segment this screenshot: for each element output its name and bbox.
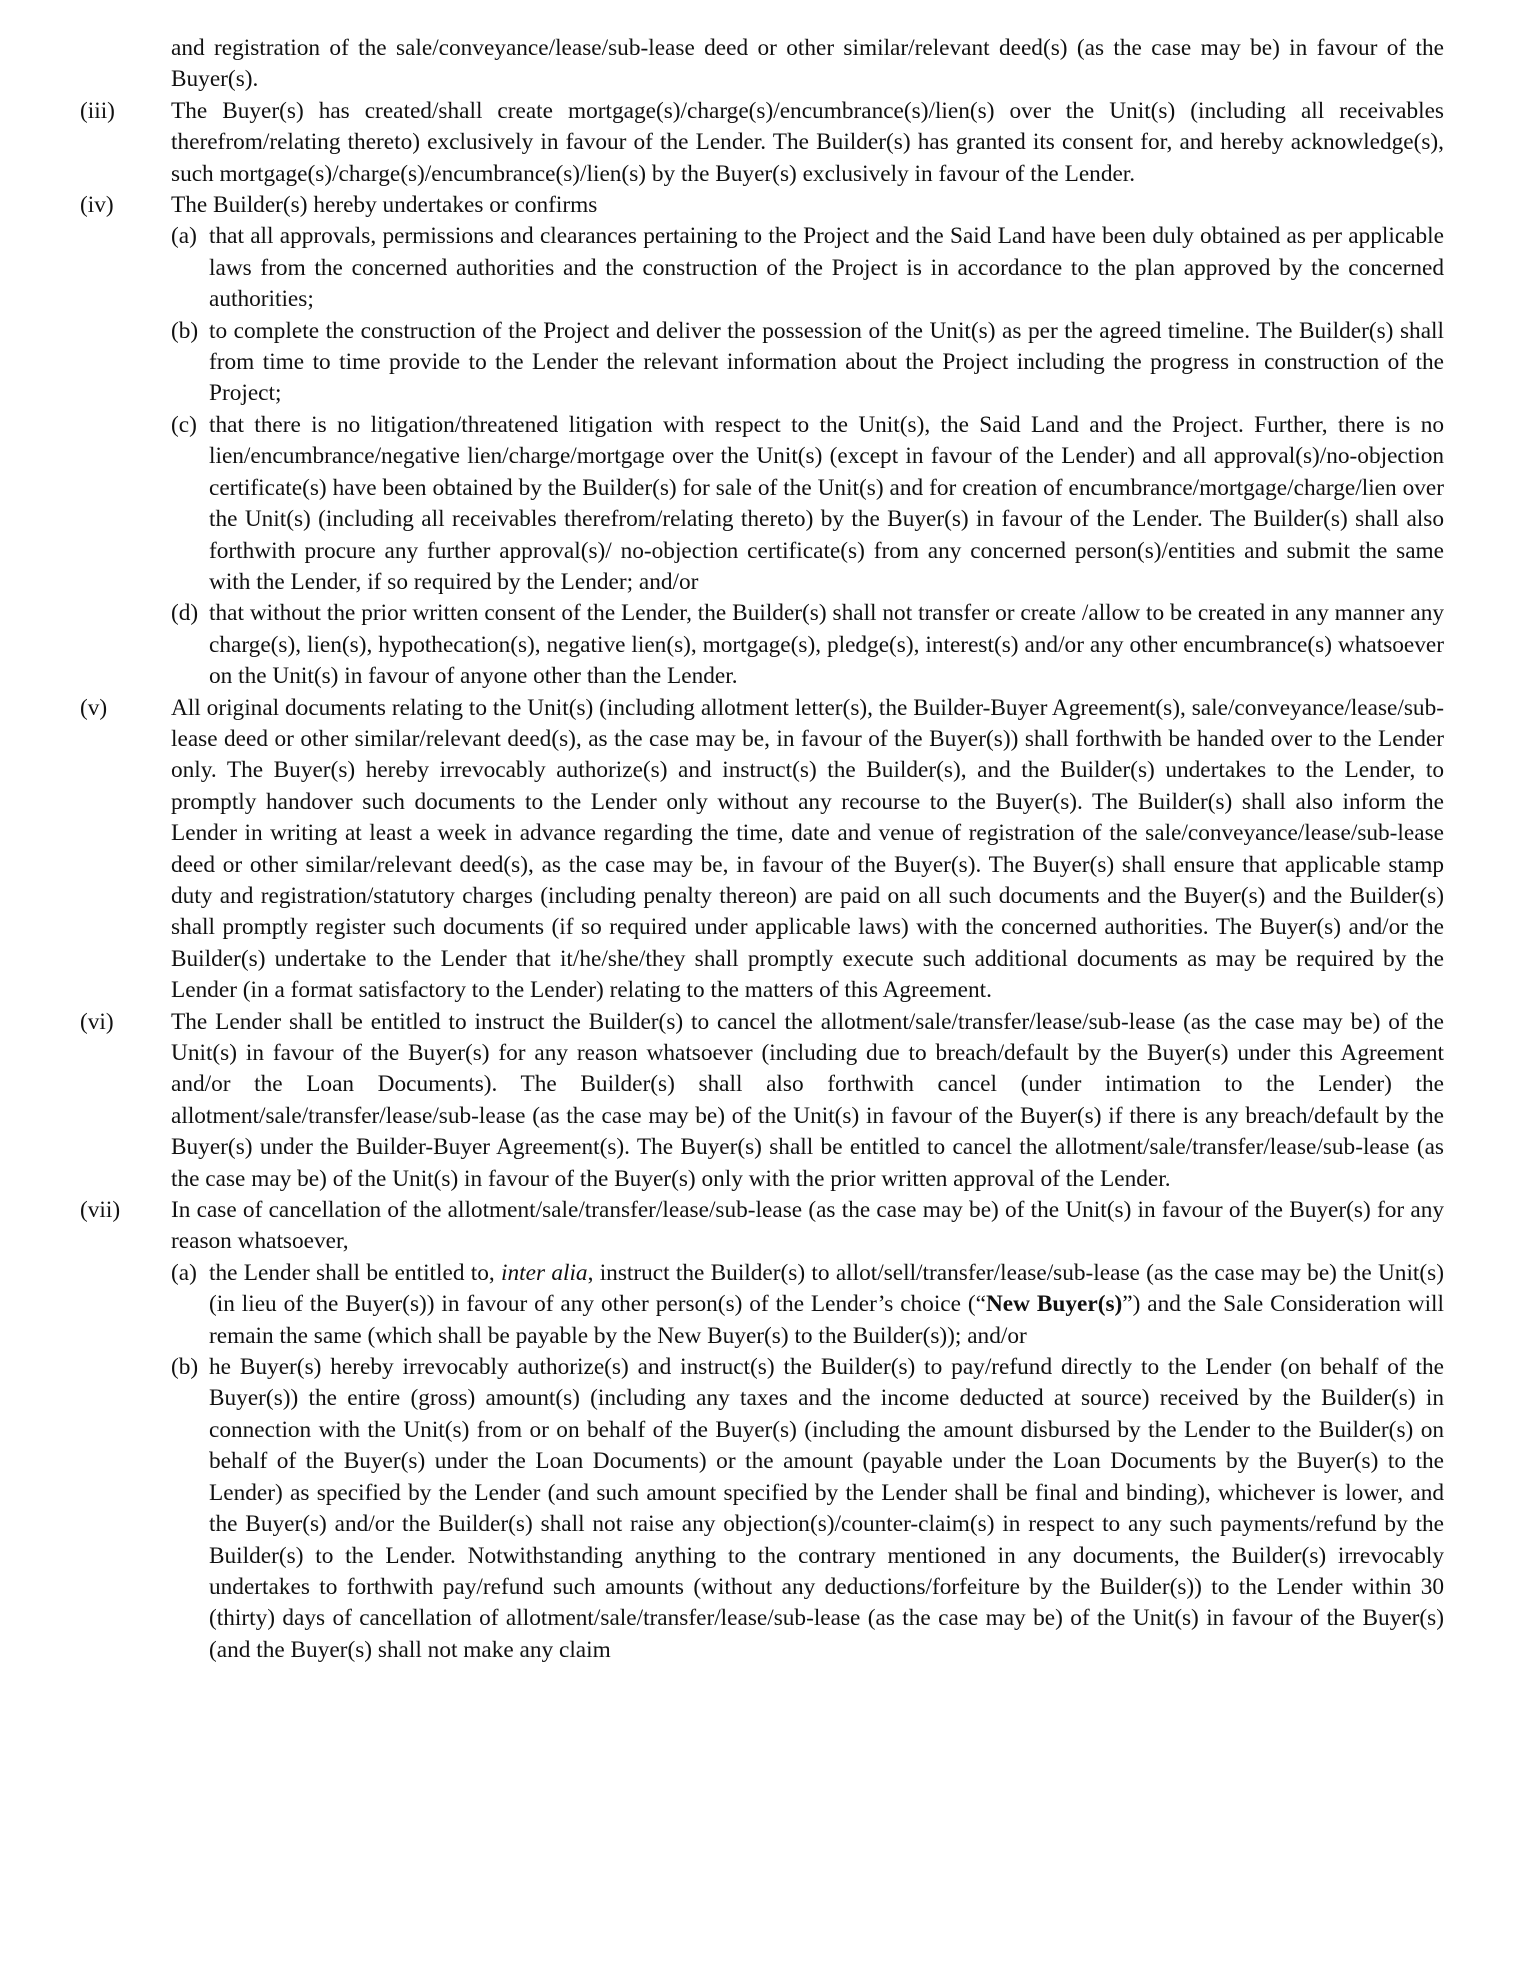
defined-term-new-buyer: New Buyer(s)	[985, 1291, 1123, 1318]
subclause-vii-b	[171, 1352, 1444, 1666]
clause-text: In case of cancellation of the allotment/sale/transfer/lease/sub-lease (as the case may be) of the Unit(s) in favour of the Buyer(s) for any reason whatsoever,	[171, 1197, 1444, 1255]
clause-iii	[80, 96, 1444, 190]
clause-text: The Lender shall be entitled to instruct the Builder(s) to cancel the allotment/sale/transfer/lease/sub-lease (as the case may be) of the Unit(s) in favour of the Buyer(s) for any reason whatsoever (including due to breach/default by the Buyer(s) under this Agreement and/or the Loan Documents). The Builder(s) shall also forthwith cancel (under intimation to the Lender) the allotment/sale/transfer/lease/sub-lease (as the case may be) of the Unit(s) in favour of the Buyer(s) if there is any breach/default by the Buyer(s) under the Builder-Buyer Agreement(s). The Buyer(s) shall be entitled to cancel the allotment/sale/transfer/lease/sub-lease (as the case may be) of the Unit(s) in favour of the Buyer(s) only with the prior written approval of the Lender.	[171, 1008, 1444, 1192]
clause-body	[171, 1195, 1444, 1666]
continuation-paragraph: and registration of the sale/conveyance/lease/sub-lease deed or other similar/relevant deed(s) (as the case may be) in favour of the Buyer(s).	[171, 35, 1444, 93]
subclause-text: that without the prior written consent of the Lender, the Builder(s) shall not transfer or create /allow to be created in any manner any charge(s), lien(s), hypothecation(s), negative lien(s), mortgage(s), pledge(s), interest(s) and/or any other encumbrance(s) whatsoever on the Unit(s) in favour of anyone other than the Lender.	[209, 600, 1444, 690]
clause-vii	[80, 1195, 1444, 1666]
clause-v	[80, 693, 1444, 1007]
subclause-text: he Buyer(s) hereby irrevocably authorize(s) and instruct(s) the Builder(s) to pay/refund directly to the Lender (on behalf of the Buyer(s)) the entire (gross) amount(s) (including any taxes and the income deducted at source) received by the Builder(s) in connection with the Unit(s) from or on behalf of the Buyer(s) (including the amount disbursed by the Lender to the Builder(s) on behalf of the Buyer(s) under the Loan Documents) or the amount (payable under the Loan Documents by the Buyer(s) to the Lender) as specified by the Lender (and such amount specified by the Lender shall be final and binding), whichever is lower, and the Buyer(s) and/or the Builder(s) shall not raise any objection(s)/counter-claim(s) in respect to any such payments/refund by the Builder(s) to the Lender. Notwithstanding anything to the contrary mentioned in any documents, the Builder(s) irrevocably undertakes to forthwith pay/refund such amounts (without any deductions/forfeiture by the Builder(s)) to the Lender within 30 (thirty) days of cancellation of allotment/sale/transfer/lease/sub-lease (as the case may be) of the Unit(s) in favour of the Buyer(s) (and the Buyer(s) shall not make any claim	[209, 1354, 1444, 1663]
clause-text: The Buyer(s) has created/shall create mortgage(s)/charge(s)/encumbrance(s)/lien(s) over the Unit(s) (including all receivables therefrom/relating thereto) exclusively in favour of the Lender. The Builder(s) has granted its consent for, and hereby acknowledge(s), such mortgage(s)/charge(s)/encumbrance(s)/lien(s) by the Buyer(s) exclusively in favour of the Lender.	[171, 97, 1444, 187]
subclause-label: (c)	[171, 411, 197, 438]
clause-number: (iv)	[80, 192, 114, 219]
subclause-label: (d)	[171, 600, 199, 627]
clause-number: (vi)	[80, 1008, 114, 1035]
subclause-text-start: the Lender shall be entitled to,	[209, 1259, 502, 1286]
subclause-text-middle: , instruct the Builder(s) to allot/sell/transfer/lease/sub-lease (as the case may be) the Unit(s) (in lieu of the Buyer(s)) in favour of any other person(s) of the Lender’s choice (“	[209, 1259, 1444, 1318]
subclause-label: (b)	[171, 1354, 199, 1381]
clause-text: All original documents relating to the Unit(s) (including allotment letter(s), the Builder-Buyer Agreement(s), sale/conveyance/lease/sub-lease deed or other similar/relevant deed(s), as the case may be, in favour of the Buyer(s)) shall forthwith be handed over to the Lender only. The Buyer(s) hereby irrevocably authorize(s) and instruct(s) the Builder(s), and the Builder(s) undertakes to the Lender, to promptly handover such documents to the Lender only without any recourse to the Buyer(s). The Builder(s) shall also inform the Lender in writing at least a week in advance regarding the time, date and venue of registration of the sale/conveyance/lease/sub-lease deed or other similar/relevant deed(s), as the case may be, in favour of the Buyer(s). The Buyer(s) shall ensure that applicable stamp duty and registration/statutory charges (including penalty thereon) are paid on all such documents and the Buyer(s) and the Builder(s) shall promptly register such documents (if so required under applicable laws) with the concerned authorities. The Buyer(s) and/or the Builder(s) undertake to the Lender that it/he/she/they shall promptly execute such additional documents as may be required by the Lender (in a format satisfactory to the Lender) relating to the matters of this Agreement.	[171, 694, 1444, 1004]
clause-number: (iii)	[80, 97, 115, 124]
subclause-text: to complete the construction of the Project and deliver the possession of the Unit(s) as per the agreed timeline. The Builder(s) shall from time to time provide to the Lender the relevant information about the Project including the progress in construction of the Project;	[209, 317, 1444, 407]
subclause-text: that all approvals, permissions and clearances pertaining to the Project and the Said Land have been duly obtained as per applicable laws from the concerned authorities and the construction of the Project is in accordance to the plan approved by the concerned authorities;	[209, 223, 1444, 313]
subclause-iv-c	[171, 410, 1444, 598]
subclause-label: (b)	[171, 317, 199, 344]
clause-text: The Builder(s) hereby undertakes or confirms	[171, 192, 598, 219]
subclause-vii-a	[171, 1258, 1444, 1352]
subclause-iv-d	[171, 598, 1444, 692]
subclause-label: (a)	[171, 1259, 197, 1286]
subclause-label: (a)	[171, 223, 197, 250]
clause-number: (v)	[80, 694, 108, 721]
subclause-text: that there is no litigation/threatened litigation with respect to the Unit(s), the Said Land and the Project. Further, there is no lien/encumbrance/negative lien/charge/mortgage over the Unit(s) (except in favour of the Lender) and all approval(s)/no-objection certificate(s) have been obtained by the Builder(s) for sale of the Unit(s) and for creation of encumbrance/mortgage/charge/lien over the Unit(s) (including all receivables therefrom/relating thereto) by the Buyer(s) in favour of the Lender. The Builder(s) shall also forthwith procure any further approval(s)/ no-objection certificate(s) from any concerned person(s)/entities and submit the same with the Lender, if so required by the Lender; and/or	[209, 411, 1444, 595]
inter-alia-term: inter alia	[501, 1259, 588, 1286]
subclause-text	[209, 1258, 1444, 1352]
subclause-text-end: ”) and the Sale Consideration will remain the same (which shall be payable by the New Buyer(s) to the Builder(s)); and/or	[209, 1291, 1444, 1349]
subclause-iv-b	[171, 316, 1444, 410]
clause-body	[171, 190, 1444, 693]
subclause-iv-a	[171, 221, 1444, 315]
clause-iv	[80, 190, 1444, 693]
clause-vi	[80, 1007, 1444, 1195]
clause-number: (vii)	[80, 1197, 121, 1224]
